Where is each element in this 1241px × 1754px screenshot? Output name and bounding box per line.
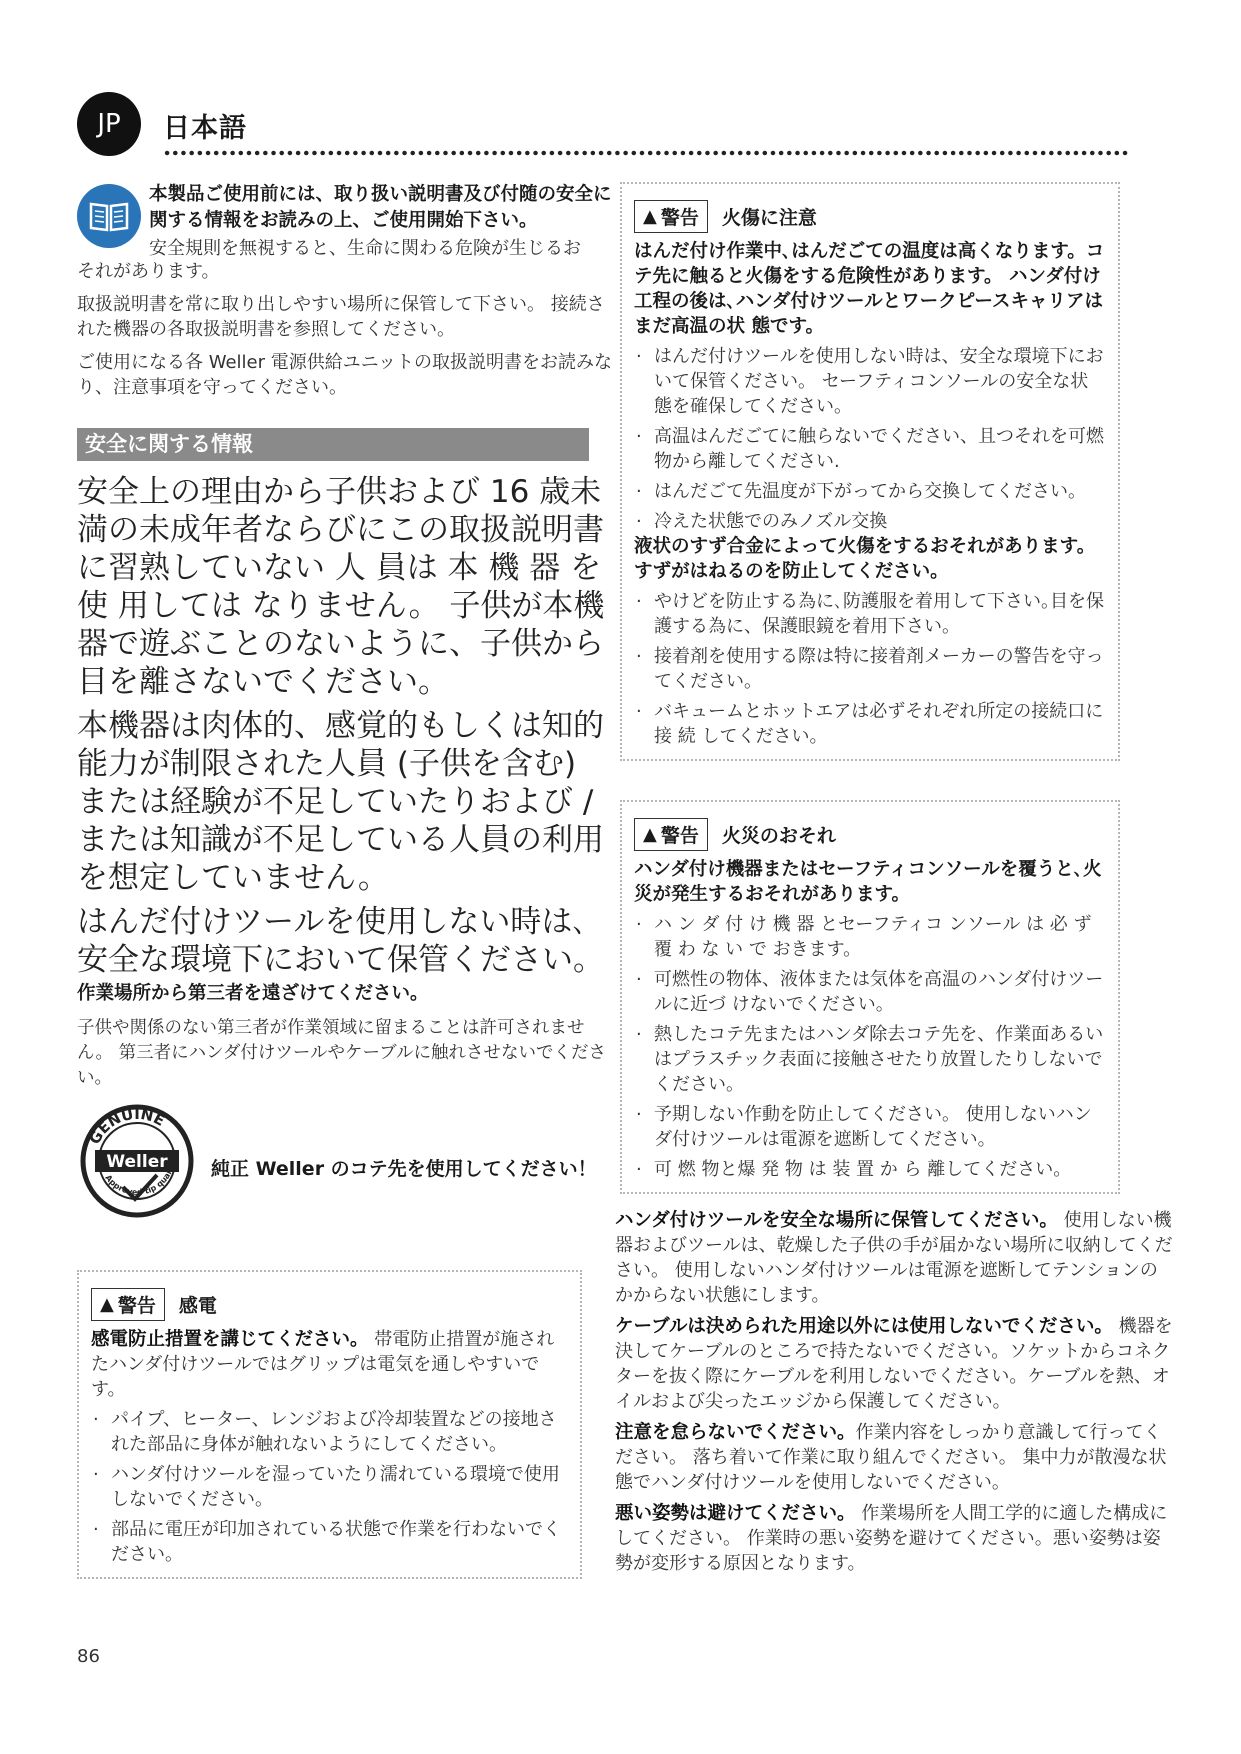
third-party-heading: 作業場所から第三者を遠ざけてください。: [77, 983, 429, 1004]
warning-title: 火災のおそれ: [721, 825, 836, 847]
warning-title: 感電: [178, 1295, 217, 1317]
list-item: · はんだごて先温度が下がってから交換してください。: [634, 479, 1106, 504]
intro-warning-continued: それがあります。: [77, 261, 220, 282]
list-item: · 可 燃 物と爆 発 物 は 装 置 か ら 離してください。: [634, 1157, 1106, 1182]
burn-list-1: [634, 344, 1106, 534]
warning-header: [634, 200, 1106, 233]
manual-book-icon: [77, 184, 141, 248]
third-party-text: 子供や関係のない第三者が作業領域に留まることは許可されません。 第三者にハンダ付けツールやケーブルに触れさせないでください。: [77, 1018, 606, 1088]
burn-list-2: [634, 589, 1106, 749]
electric-intro: [91, 1327, 568, 1402]
list-item: · 熱したコテ先またはハンダ除去コテ先を、作業面あるいはプラスチック表面に接触させたり放置したりしないでください。: [634, 1022, 1106, 1097]
electric-text: 帯電防止措置が施されたハンダ付けツールではグリップは電気を通しやすいです。: [91, 1329, 555, 1400]
left-column: [77, 182, 612, 1213]
paragraph-bold: ケーブルは決められた用途以外には使用しないでください。: [615, 1316, 1113, 1337]
warning-header: [91, 1288, 568, 1321]
paragraph-bold: ハンダ付けツールを安全な場所に保管してください。: [615, 1210, 1058, 1231]
warning-triangle-icon: ▲: [643, 206, 657, 227]
storage-paragraph: [615, 1208, 1175, 1308]
paragraph-bold: 悪い姿勢は避けてください。: [615, 1503, 856, 1524]
paragraph-text: 機器を決してケーブルのところで持たないでください。ソケットからコネクターを抜く際にケーブルを利用しないでください。ケーブルを熱、オイルおよび尖ったエッジから保護してください。: [615, 1316, 1173, 1412]
warning-tag: [634, 818, 708, 851]
list-item: · バキュームとホットエアは必ずそれぞれ所定の接続口に接 続 してください。: [634, 699, 1106, 749]
intro-bold-text: 本製品ご使用前には、取り扱い説明書及び付随の安全に関する情報をお読みの上、ご使用開始下さい。: [149, 184, 612, 231]
paragraph-text: 作業内容をしっかり意識して行ってください。 落ち着いて作業に取り組んでください。 集中力が散漫な状態でハンダ付けツールを使用しないでください。: [615, 1422, 1167, 1493]
section-heading-safety: 安全に関する情報: [77, 428, 589, 461]
burn-bold-1: はんだ付け作業中､はんだごての温度は高くなります。コテ先に触ると火傷をする危険性があります。 ハンダ付け工程の後は､ハンダ付けツールとワークピースキャリアはまだ高温の状 態です。: [634, 241, 1105, 337]
warning-box-electric: [77, 1270, 582, 1579]
list-item: · ハンダ付けツールを湿っていたり濡れている環境で使用しないでください。: [91, 1462, 568, 1512]
safety-capability-text: 本機器は肉体的、感覚的もしくは知的能力が制限された人員 (子供を含む) または経験が不足していたりおよび / または知識が不足している人員の利用を想定していません。: [77, 708, 604, 896]
intro-paragraph-power: ご使用になる各 Weller 電源供給ユニットの取扱説明書をお読みなり、注意事項を守ってください。: [77, 352, 613, 398]
right-column-paragraphs: [615, 1202, 1175, 1576]
warning-tag-label: 警告: [660, 825, 699, 847]
warning-tag: [91, 1288, 165, 1321]
paragraph-bold: 注意を怠らないでください。: [615, 1422, 856, 1443]
list-item: · 高温はんだごてに触らないでください、且つそれを可燃物から離してください.: [634, 424, 1106, 474]
genuine-tip-text: 純正 Weller のコテ先を使用してください！: [211, 1158, 597, 1180]
intro-warning-text: 安全規則を無視すると、生命に関わる危険が生じるお: [149, 238, 581, 259]
fire-list: [634, 912, 1106, 1182]
list-item: · 可燃性の物体、液体または気体を高温のハンダ付けツールに近づ けないでください。: [634, 967, 1106, 1017]
list-item: · 冷えた状態でのみノズル交換: [634, 509, 1106, 534]
language-badge: JP: [77, 92, 141, 156]
page-number: 86: [77, 1646, 100, 1667]
warning-triangle-icon: ▲: [100, 1294, 114, 1315]
fire-bold: ハンダ付け機器またはセーフティコンソールを覆うと､火災が発生するおそれがあります。: [634, 859, 1102, 905]
page-title: 日本語: [163, 113, 247, 144]
genuine-tip-block: [77, 1103, 612, 1213]
warning-tag: [634, 200, 708, 233]
list-item: · 部品に電圧が印加されている状態で作業を行わないでください。: [91, 1517, 568, 1567]
list-item: · パイプ、ヒーター、レンジおよび冷却装置などの接地された部品に身体が触れないようにしてください。: [91, 1407, 568, 1457]
intro-block: [77, 182, 612, 261]
paragraph-text: 作業場所を人間工学的に適した構成にしてください。 作業時の悪い姿勢を避けてください。悪い姿勢は姿勢が変形する原因となります。: [615, 1503, 1168, 1574]
logo-genuine-text: GENUINE: [85, 1104, 168, 1148]
cable-paragraph: [615, 1314, 1175, 1414]
electric-bold: 感電防止措置を講じてください。: [91, 1329, 369, 1350]
warning-tag-label: 警告: [660, 207, 699, 229]
safety-children-text: 安全上の理由から子供および 16 歳未満の未成年者ならびにこの取扱説明書に習熟していない 人 員は 本 機 器 を使 用しては なりません。 子供が本機器で遊ぶことのないように、子供から目を離さないでください。: [77, 474, 605, 700]
intro-paragraph-manual: 取扱説明書を常に取り出しやすい場所に保管して下さい。 接続された機器の各取扱説明書を参照してください。: [77, 294, 605, 340]
logo-brand-text: Weller: [106, 1152, 168, 1172]
warning-tag-label: 警告: [117, 1295, 156, 1317]
safety-storage-text: はんだ付けツールを使用しない時は､安全な環境下において保管ください。: [77, 904, 604, 978]
warning-triangle-icon: ▲: [643, 824, 657, 845]
list-item: · やけどを防止する為に､防護服を着用して下さい｡目を保護する為に、保護眼鏡を着用下さい。: [634, 589, 1106, 639]
posture-paragraph: [615, 1501, 1175, 1576]
list-item: · 予期しない作動を防止してください。 使用しないハンダ付けツールは電源を遮断してください。: [634, 1102, 1106, 1152]
warning-header: [634, 818, 1106, 851]
list-item: · はんだ付けツールを使用しない時は、安全な環境下において保管ください。 セーフティコンソールの安全な状態を確保してください。: [634, 344, 1106, 419]
logo-approved-text: Approved tip quali: [103, 1167, 175, 1197]
burn-bold-2: 液状のすず合金によって火傷をするおそれがあります。 すずがはねるのを防止してください。: [634, 536, 1096, 582]
list-item: · ハ ン ダ 付 け 機 器 とセーフティコ ンソール は 必 ず 覆 わ な い で おきます。: [634, 912, 1106, 962]
genuine-weller-logo: [79, 1103, 195, 1219]
dotted-divider: [163, 150, 1128, 156]
warning-title: 火傷に注意: [721, 207, 817, 229]
warning-box-fire: [620, 800, 1120, 1194]
electric-list: [91, 1407, 568, 1567]
attention-paragraph: [615, 1420, 1175, 1495]
warning-box-burn: [620, 182, 1120, 761]
paragraph-text: 使用しない機器およびツールは、乾燥した子供の手が届かない場所に収納してください。 使用しないハンダ付けツールは電源を遮断してテンションのかからない状態にします。: [615, 1210, 1173, 1306]
list-item: · 接着剤を使用する際は特に接着剤メーカーの警告を守ってください。: [634, 644, 1106, 694]
